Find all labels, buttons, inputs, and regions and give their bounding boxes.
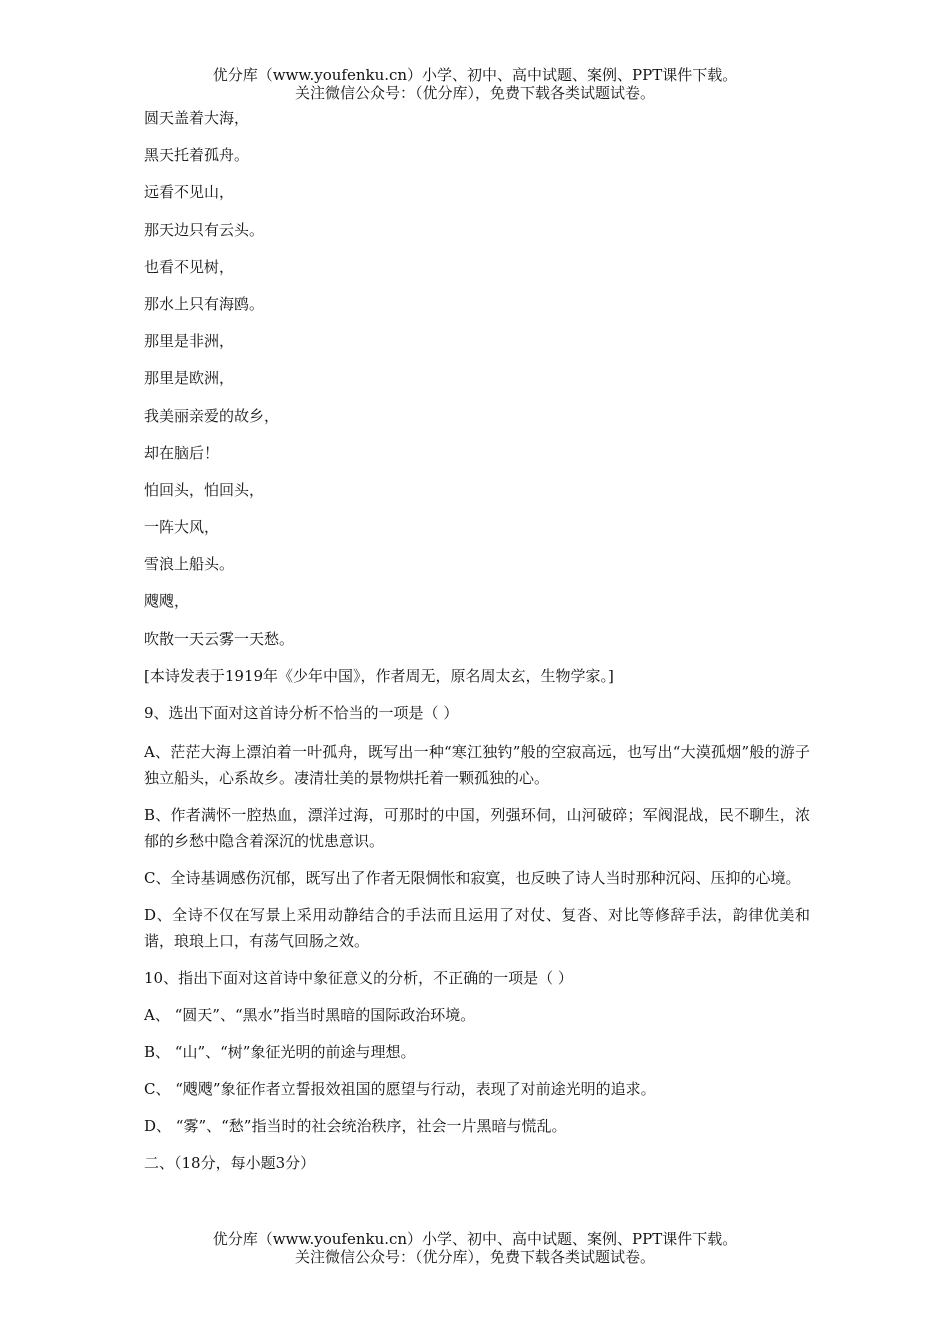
question-9-option-c: C、全诗基调感伤沉郁，既写出了作者无限惆怅和寂寞，也反映了诗人当时那种沉闷、压抑的心境。 bbox=[144, 869, 801, 888]
poem-line: 却在脑后！ bbox=[144, 443, 220, 462]
question-9-option-a: A、茫茫大海上漂泊着一叶孤舟，既写出一种“寒江独钓”般的空寂高远，也写出“大漠孤烟”般的游子独立船头，心系故乡。凄清壮美的景物烘托着一颗孤独的心。 bbox=[144, 743, 810, 788]
poem-line: 飕飕， bbox=[144, 592, 190, 611]
poem-line: 远看不见山， bbox=[144, 183, 235, 202]
poem-line: 雪浪上船头。 bbox=[144, 555, 235, 574]
poem-line: 那天边只有云头。 bbox=[144, 220, 265, 239]
question-10-option-b: B、 “山”、“树”象征光明的前途与理想。 bbox=[144, 1043, 416, 1062]
poem-line: 我美丽亲爱的故乡， bbox=[144, 406, 280, 425]
poem-note: [本诗发表于1919年《少年中国》，作者周无，原名周太玄，生物学家。] bbox=[144, 666, 614, 685]
question-10-option-a: A、 “圆天”、“黑水”指当时黑暗的国际政治环境。 bbox=[144, 1006, 476, 1025]
poem-line: 吹散一天云雾一天愁。 bbox=[144, 629, 295, 648]
header-line-2: 关注微信公众号：（优分库），免费下载各类试题试卷。 bbox=[294, 84, 655, 102]
header-line-1: 优分库（www.youfenku.cn）小学、初中、高中试题、案例、PPT课件下载。 bbox=[212, 66, 738, 84]
question-10-stem: 10、指出下面对这首诗中象征意义的分析，不正确的一项是（ ） bbox=[144, 969, 573, 988]
poem-line: 一阵大风， bbox=[144, 518, 220, 537]
page-footer bbox=[0, 1230, 950, 1266]
footer-line-1: 优分库（www.youfenku.cn）小学、初中、高中试题、案例、PPT课件下载。 bbox=[212, 1230, 738, 1248]
poem-line: 也看不见树， bbox=[144, 257, 235, 276]
question-9-stem: 9、选出下面对这首诗分析不恰当的一项是（ ） bbox=[144, 704, 459, 722]
footer-line-2: 关注微信公众号：（优分库），免费下载各类试题试卷。 bbox=[294, 1248, 655, 1266]
question-10-option-c: C、 “飕飕”象征作者立誓报效祖国的愿望与行动，表现了对前途光明的追求。 bbox=[144, 1080, 656, 1099]
page-header bbox=[0, 66, 950, 102]
document-body bbox=[144, 107, 810, 1187]
poem-line: 黑天托着孤舟。 bbox=[144, 146, 250, 165]
section-2-heading: 二、（18分，每小题3分） bbox=[144, 1154, 316, 1173]
question-9-option-d: D、全诗不仅在写景上采用动静结合的手法而且运用了对仗、复沓、对比等修辞手法，韵律优美和谐，琅琅上口，有荡气回肠之效。 bbox=[144, 906, 810, 951]
question-10-option-d: D、 “雾”、“愁”指当时的社会统治秩序，社会一片黑暗与慌乱。 bbox=[144, 1117, 567, 1136]
poem-line: 那里是非洲， bbox=[144, 332, 235, 351]
poem-line: 那水上只有海鸥。 bbox=[144, 294, 265, 313]
question-9-option-b: B、作者满怀一腔热血，漂洋过海，可那时的中国，列强环伺，山河破碎；军阀混战，民不聊生，浓郁的乡愁中隐含着深沉的忧患意识。 bbox=[144, 806, 810, 851]
poem-line: 怕回头，怕回头， bbox=[144, 480, 265, 499]
poem-line: 那里是欧洲， bbox=[144, 369, 235, 388]
poem-line: 圆天盖着大海， bbox=[144, 109, 250, 127]
